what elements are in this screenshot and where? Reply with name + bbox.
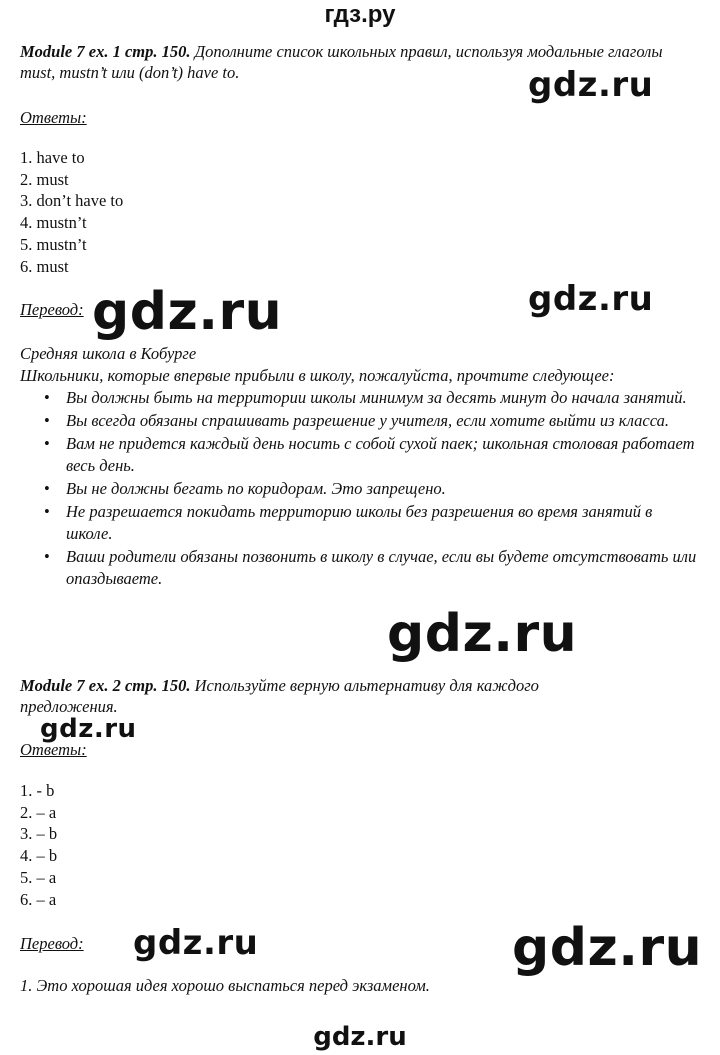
answer-item: 2. – a [20, 802, 57, 822]
watermark: gdz.ru [528, 65, 654, 105]
exercise-1-heading: Module 7 ex. 1 стр. 150. [20, 42, 191, 61]
school-rules-list [42, 387, 702, 591]
translation-text [20, 343, 700, 386]
exercise-1-instruction: Дополните список школьных правил, используя модальные глаголы must, mustn’t или (don’t) have to. [20, 42, 663, 82]
exercise-1-answers-list [20, 147, 123, 277]
watermark: gdz.ru [92, 282, 283, 342]
rule-item: • Ваши родители обязаны позвонить в школу в случае, если вы будете отсутствовать или опаздываете. [42, 546, 702, 590]
rule-item: • Вы не должны бегать по коридорам. Это запрещено. [42, 478, 702, 500]
watermark: gdz.ru [528, 279, 654, 319]
watermark: gdz.ru [387, 604, 578, 664]
exercise-2-instruction: Используйте верную альтернативу для каждого предложения. [20, 676, 539, 716]
answer-item: 3. – b [20, 824, 58, 844]
exercise-2-answers-list [20, 780, 57, 910]
rule-item: • Вам не придется каждый день носить с собой сухой паек; школьная столовая работает весь день. [42, 433, 702, 477]
exercise-1-translation-label: Перевод: [20, 300, 84, 319]
exercise-2-translation-label: Перевод: [20, 934, 84, 953]
watermark: gdz.ru [133, 923, 259, 963]
answer-item: 4. – b [20, 846, 58, 866]
school-intro: Школьники, которые впервые прибыли в школу, пожалуйста, прочтите следующее: [20, 365, 615, 385]
school-name: Средняя школа в Кобурге [20, 344, 197, 363]
answer-item: 6. must [20, 256, 69, 276]
rule-item: • Вы должны быть на территории школы минимум за десять минут до начала занятий. [42, 387, 702, 409]
answer-item: 1. - b [20, 781, 55, 800]
exercise-2-heading: Module 7 ex. 2 стр. 150. [20, 676, 191, 695]
answer-item: 3. don’t have to [20, 191, 124, 211]
answer-item: 1. have to [20, 148, 85, 167]
exercise-1-answers-label: Ответы: [20, 108, 87, 127]
answer-item: 5. – a [20, 867, 57, 887]
site-header-title: гдз.ру [324, 1, 396, 28]
rule-item: • Вы всегда обязаны спрашивать разрешение у учителя, если хотите выйти из класса. [42, 410, 702, 432]
exercise-2-answers-label: Ответы: [20, 740, 87, 759]
exercise-2-sentence-1: 1. Это хорошая идея хорошо выспаться перед экзаменом. [20, 976, 430, 995]
exercise-2-task [20, 675, 630, 717]
watermark: gdz.ru [40, 714, 137, 744]
footer-watermark: gdz.ru [313, 1022, 407, 1052]
answer-item: 4. mustn’t [20, 213, 87, 233]
watermark: gdz.ru [512, 918, 703, 978]
answer-item: 5. mustn’t [20, 234, 87, 254]
rule-item: • Не разрешается покидать территорию школы без разрешения во время занятий в школе. [42, 501, 702, 545]
answer-item: 2. must [20, 169, 69, 189]
answer-item: 6. – a [20, 889, 57, 909]
